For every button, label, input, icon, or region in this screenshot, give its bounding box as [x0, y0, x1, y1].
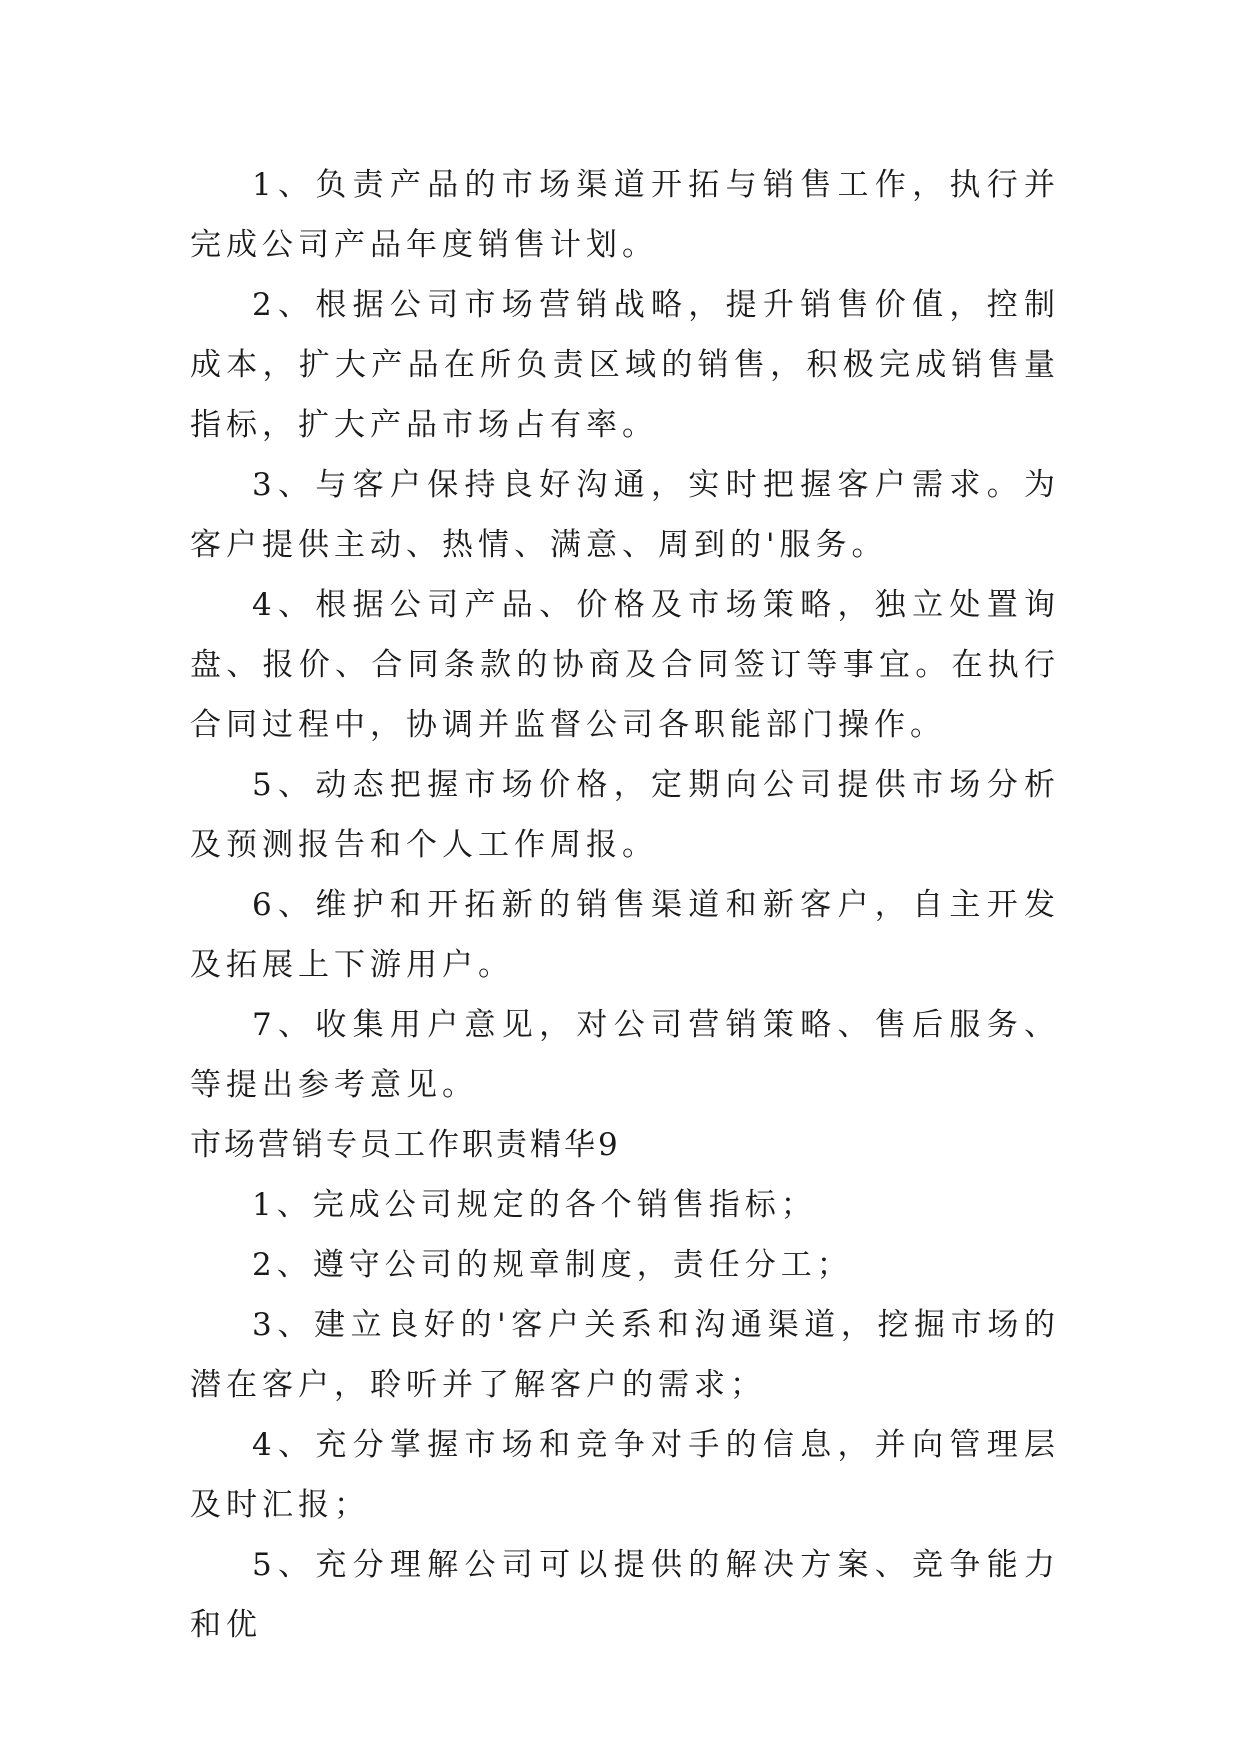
paragraph: 2、根据公司市场营销战略，提升销售价值，控制成本，扩大产品在所负责区域的销售，积极完成销售量指标，扩大产品市场占有率。	[190, 287, 1060, 443]
paragraph: 3、建立良好的'客户关系和沟通渠道，挖掘市场的潜在客户，聆听并了解客户的需求；	[190, 1307, 1060, 1403]
paragraph: 6、维护和开拓新的销售渠道和新客户，自主开发及拓展上下游用户。	[190, 887, 1060, 983]
section-heading: 市场营销专员工作职责精华9	[190, 1127, 621, 1163]
paragraph: 7、收集用户意见，对公司营销策略、售后服务、等提出参考意见。	[190, 1007, 1060, 1103]
paragraph: 4、充分掌握市场和竞争对手的信息，并向管理层及时汇报；	[190, 1427, 1060, 1523]
paragraph: 3、与客户保持良好沟通，实时把握客户需求。为客户提供主动、热情、满意、周到的'服务。	[190, 467, 1060, 563]
document-body	[190, 155, 1060, 1655]
paragraph: 2、遵守公司的规章制度，责任分工；	[252, 1247, 853, 1283]
paragraph: 5、动态把握市场价格，定期向公司提供市场分析及预测报告和个人工作周报。	[190, 767, 1060, 863]
paragraph: 5、充分理解公司可以提供的解决方案、竞争能力和优	[190, 1547, 1060, 1643]
paragraph: 4、根据公司产品、价格及市场策略，独立处置询盘、报价、合同条款的协商及合同签订等事宜。在执行合同过程中，协调并监督公司各职能部门操作。	[190, 587, 1060, 743]
paragraph: 1、负责产品的市场渠道开拓与销售工作，执行并完成公司产品年度销售计划。	[190, 167, 1060, 263]
paragraph: 1、完成公司规定的各个销售指标；	[252, 1187, 817, 1223]
